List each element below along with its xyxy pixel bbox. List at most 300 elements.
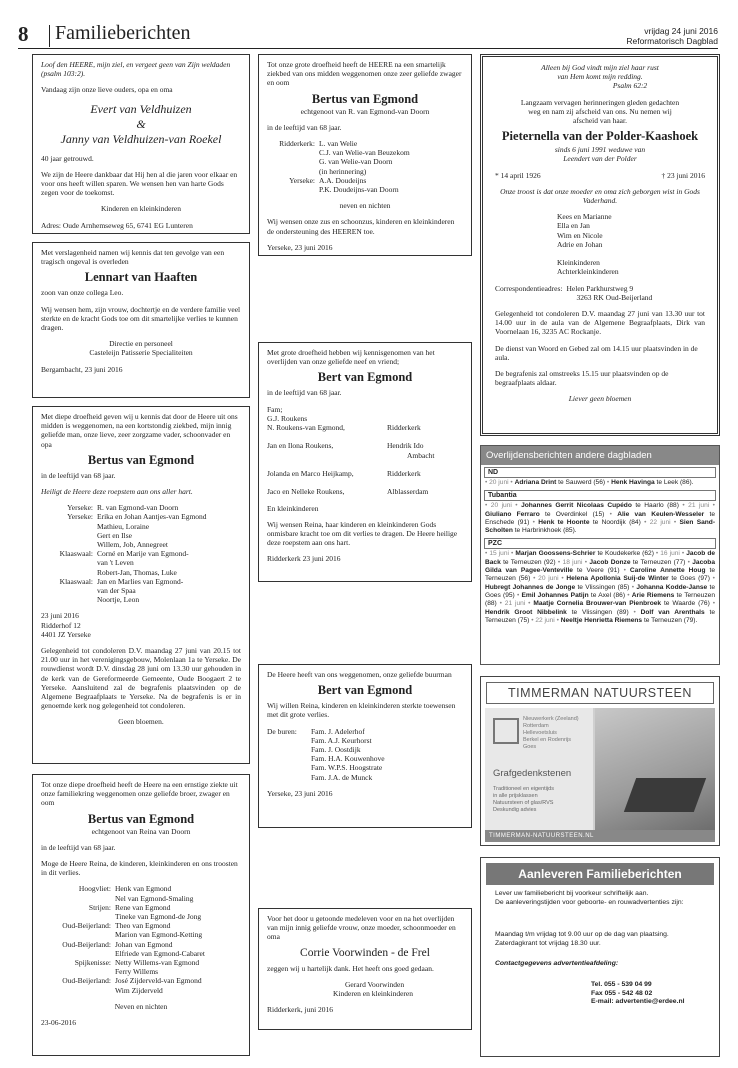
family-row <box>267 460 463 469</box>
family-names <box>267 478 387 487</box>
family-names: Johan van Egmond <box>115 939 173 949</box>
advertisement-timmerman[interactable] <box>480 676 720 846</box>
entry-date: 15 juni <box>489 550 509 558</box>
entry-name: Johannes Gerrit Nicolaas Cupédo <box>521 502 636 510</box>
entry-place: te Goes (97) <box>671 575 713 583</box>
family-place: Spijkenisse: <box>74 958 111 968</box>
header-date-block <box>626 26 718 46</box>
bullet-icon: • <box>712 575 715 583</box>
ad-locations <box>523 716 579 751</box>
deceased-name: Pieternella van der Polder-Kaashoek <box>501 129 699 144</box>
bullet-icon: • <box>644 518 650 526</box>
place-date: Bergambacht, 23 juni 2016 <box>41 364 123 374</box>
place-date: Yerseke, 23 juni 2016 <box>267 242 333 252</box>
notice-egmond-siblings <box>32 774 250 1056</box>
family-names: Fam. A.J. Keurhorst <box>311 735 372 745</box>
bullet-icon: • <box>531 616 536 624</box>
family-row <box>267 451 463 460</box>
header-rule <box>18 48 718 49</box>
family-label <box>267 745 311 754</box>
separator: • <box>511 502 522 510</box>
date: 23 juni 2016 <box>41 611 79 621</box>
separator: • <box>554 616 561 624</box>
family-place: Ridderkerk: <box>279 139 315 149</box>
bullet-icon: • <box>533 575 539 583</box>
contact-title: Contactgegevens advertentieafdeling: <box>495 960 619 968</box>
entry-place: te Terneuzen (92) <box>503 558 558 566</box>
family-names: Gert en Ilse <box>97 530 132 540</box>
entry-place: te Terneuzen (56) <box>485 567 716 583</box>
family-row <box>41 986 241 995</box>
family-place <box>267 157 319 166</box>
family-place <box>41 967 115 976</box>
entry-name: Jacoba Gilda van Pagee-Venteville <box>485 558 715 575</box>
family-list <box>41 884 241 994</box>
family-names: Jan en Marlies van Egmond- <box>97 576 184 586</box>
ad-features <box>493 786 554 814</box>
family-names: Willem, Job, Annegreet <box>97 540 168 550</box>
signature: neven en nichten <box>339 201 391 211</box>
family-names <box>267 460 387 469</box>
intro: Vandaag zijn onze lieve ouders, opa en oma <box>41 85 173 95</box>
separator: • <box>670 518 680 526</box>
separator: • <box>679 550 687 558</box>
deceased-name: Bertus van Egmond <box>87 452 195 467</box>
correspondence-label: Correspondentieadres: <box>495 283 563 293</box>
intro: Tot onze grote droefheid heeft de HEERE na een smartelijk ziekbed van ons midden weggenomen onze zeer geliefde zwager en oom <box>267 60 462 88</box>
ad-location: Goes <box>523 744 537 750</box>
postal: 4401 JZ Yerseke <box>41 629 91 639</box>
family-row <box>41 540 241 549</box>
verse-4: Onze troost is dat onze moeder en oma zich geborgen wist in Gods Vaderhand. <box>500 186 700 206</box>
family-names: Fam. J.A. de Munck <box>311 772 373 782</box>
bullet-icon: • <box>485 502 491 510</box>
bullet-icon: • <box>606 479 612 486</box>
family-names <box>267 432 387 441</box>
line-4: Zaterdagkrant tot vrijdag 18.30 uur. <box>495 939 601 947</box>
family-row <box>267 176 463 185</box>
family-place <box>387 432 463 441</box>
entry-name: Marjan Goossens-Schrier <box>515 550 598 558</box>
family-place <box>41 568 97 577</box>
family-row <box>41 586 241 595</box>
notice-haaften <box>32 242 250 398</box>
family-place: Yerseke: <box>67 512 93 522</box>
family-names: Jolanda en Marco Heijkamp, <box>267 469 354 478</box>
family-row <box>41 503 241 512</box>
subtitle: echtgenoot van Reina van Doorn <box>91 826 191 836</box>
entry-name: Caroline Annette Houg <box>629 567 710 575</box>
family-names: G.J. Roukens <box>267 413 308 423</box>
family-names: P.K. Doudeijns-van Doorn <box>319 185 399 195</box>
age: in de leeftijd van 68 jaar. <box>267 388 342 398</box>
family-names: van 't Leven <box>97 558 134 568</box>
deceased-name: Bertus van Egmond <box>311 91 419 106</box>
family-row <box>41 930 241 939</box>
paper-name: PZC <box>484 538 716 549</box>
submission-title: Aanleveren Familieberichten <box>486 863 714 885</box>
family-list <box>495 212 705 276</box>
entry-place: te Axel (86) <box>590 591 628 599</box>
family-row <box>41 967 241 976</box>
family-names: Ella en Jan <box>557 221 590 231</box>
age: in de leeftijd van 68 jaar. <box>267 122 342 132</box>
family-names: Elfriede van Egmond-Cabaret <box>115 948 205 958</box>
bullet-icon: • <box>633 608 641 616</box>
separator: • <box>525 600 534 608</box>
intro: Tot onze diepe droefheid heeft de Heere na een ernstige ziekte uit onze familiekring weggenomen onze geliefde broer, zwager en oom <box>41 780 238 808</box>
ad-title: TIMMERMAN NATUURSTEEN <box>486 682 714 704</box>
family-names: A.A. Doudeijns <box>319 175 367 185</box>
family-row <box>41 512 241 521</box>
entry-place: te Noordijk (84) <box>592 518 645 526</box>
entry-name: Helena Apollonia Suij-de Winter <box>566 575 672 583</box>
notice-egmond-cousins <box>258 342 472 582</box>
line-1: Lever uw familiebericht bij voorkeur schriftelijk aan. <box>495 890 649 897</box>
phone: Tel. 055 - 539 04 99 <box>591 980 652 988</box>
entry-place: te Vlissingen (85) <box>577 583 632 591</box>
family-row <box>267 157 463 166</box>
entry-date: 20 juni <box>490 502 512 510</box>
verse: Heiligt de Heere deze roepstem aan ons aller hart. <box>41 487 193 497</box>
ad-feature: Traditioneel en eigentijds <box>493 786 554 792</box>
other-papers-obituaries <box>480 445 720 665</box>
age: in de leeftijd van 68 jaar. <box>41 470 116 480</box>
entry-name: Alie van Keulen-Wesseler <box>617 510 710 518</box>
family-row <box>41 940 241 949</box>
family-row <box>267 754 463 763</box>
bullet-icon: • <box>687 558 693 566</box>
bullet-icon: • <box>485 479 490 486</box>
text: Wij wensen onze zus en schoonzus, kinderen en kleinkinderen de ondersteuning des HEEREN toe. <box>267 217 455 236</box>
entry-name: Henk Havinga <box>611 479 657 486</box>
entry-place: te Overdinkel (15) <box>545 510 610 518</box>
entry-date: 20 juni <box>538 575 559 583</box>
family-place <box>41 522 97 531</box>
family-list <box>267 139 463 194</box>
family-place <box>387 414 463 423</box>
place-date: Ridderkerk, juni 2016 <box>267 1005 334 1015</box>
family-place <box>41 949 115 958</box>
entry-place: te Terneuzen (88) <box>485 591 715 608</box>
ad-body <box>485 708 715 842</box>
entry-date: 22 juni <box>535 616 555 624</box>
anniversary: 40 jaar getrouwd. <box>41 153 94 163</box>
date: 23-06-2016 <box>41 1018 76 1028</box>
family-names: Fam. J. Oostdijk <box>311 745 361 755</box>
family-row <box>267 414 463 423</box>
entry-name: Hubregt Johannes de Jonge <box>485 583 578 591</box>
family-row <box>41 894 241 903</box>
intro: Voor het door u getoonde medeleven voor en na het overlijden van mijn innig geliefde vrouw, onze moeder, schoonmoeder en oma <box>267 914 456 942</box>
paper-entries <box>481 549 719 626</box>
ad-feature: Deskundig advies <box>493 807 537 813</box>
family-place: Klaaswaal: <box>59 549 93 559</box>
email[interactable]: E-mail: advertentie@erdee.nl <box>591 998 685 1006</box>
entry-place: te Veere (91) <box>577 567 624 575</box>
family-names: Jan en Ilona Roukens, <box>267 441 334 451</box>
ad-feature: in alle prijsklassen <box>493 793 538 799</box>
signature: Kinderen en kleinkinderen <box>101 204 181 214</box>
family-place <box>41 930 115 939</box>
grandchildren: En kleinkinderen <box>267 503 319 513</box>
family-label <box>267 754 311 763</box>
family-row <box>41 595 241 604</box>
separator: • <box>508 550 516 558</box>
signature: Neven en nichten <box>114 1001 168 1011</box>
fam-label: Fam; <box>267 404 283 414</box>
entry-place: te Waarde (76) <box>663 600 713 608</box>
obituaries-title: Overlijdensberichten andere dagbladen <box>481 446 719 465</box>
family-names: Theo van Egmond <box>115 921 171 931</box>
death-date: † 23 juni 2016 <box>661 170 705 180</box>
family-names: Jaco en Nelleke Roukens, <box>267 487 345 497</box>
verse-1: Alleen bij God vindt mijn ziel haar rust <box>541 63 659 72</box>
bullet-icon: • <box>655 550 661 558</box>
family-row <box>41 903 241 912</box>
deceased-name: Corrie Voorwinden - de Frel <box>300 946 430 959</box>
entry-name: Adriana Drint <box>514 479 559 486</box>
paper-entries <box>481 478 719 488</box>
family-row <box>41 912 241 921</box>
details-2: De dienst van Woord en Gebed zal om 14.15 uur plaatsvinden in de aula. <box>495 343 698 362</box>
logo-icon <box>493 718 519 744</box>
family-place <box>267 167 319 176</box>
family-row <box>267 773 463 782</box>
family-place: Hoogvliet: <box>78 884 111 894</box>
line-3: Maandag t/m vrijdag tot 9.00 uur op de dag van plaatsing. <box>495 931 669 939</box>
family-names: Nel van Egmond-Smaling <box>115 893 194 903</box>
ad-location: Hellevoetsluis <box>523 730 557 736</box>
bullet-icon: • <box>516 591 522 599</box>
text: Wij wensen Reina, haar kinderen en kleinkinderen Gods onmisbare kracht toe om dit verlies te dragen. De Heere heilige deze roepstem aan ons hart. <box>267 519 458 548</box>
name-2: Janny van Veldhuizen-van Roekel <box>60 131 222 146</box>
family-names: Erika en Johan Aantjes-van Egmond <box>97 512 207 522</box>
family-names: Achterkleinkinderen <box>557 267 619 277</box>
text: Wij willen Reina, kinderen en kleinkinderen sterkte toewensen met dit grote verlies. <box>267 701 456 720</box>
family-place <box>387 478 463 487</box>
issue-date: vrijdag 24 juni 2016 <box>644 26 718 36</box>
entry-name: Hendrik Groot Nibbelink <box>485 608 572 616</box>
family-names: Tineke van Egmond-de Jong <box>115 912 202 922</box>
deceased-name: Bertus van Egmond <box>87 811 195 826</box>
family-place <box>41 586 97 595</box>
family-row <box>267 441 463 450</box>
family-names: G. van Welie-van Doorn <box>319 157 393 167</box>
fax: Fax 055 - 542 48 02 <box>591 989 653 997</box>
family-row <box>41 577 241 586</box>
entry-name: Jacob Donze <box>589 558 633 566</box>
notice-voorwinden <box>258 908 472 1030</box>
family-row <box>267 148 463 157</box>
intro: Met diepe droefheid geven wij u kennis dat door de Heere uit ons midden is weggenomen, na een kortstondig ziekbed, mijn innig geliefde man, onze lieve, zeer zorgzame vader, schoonvader en opa <box>41 412 238 449</box>
signature-2: Casteleijn Patisserie Specialiteiten <box>89 348 193 358</box>
entry-place: te Koudekerke (62) <box>597 550 656 558</box>
entry-date: 18 juni <box>562 558 583 566</box>
family-row <box>267 432 463 441</box>
section-title: Familieberichten <box>55 22 191 44</box>
family-place <box>41 558 97 567</box>
flowers: Liever geen bloemen <box>568 394 632 404</box>
entry-place: te Terneuzen (79). <box>643 616 698 624</box>
ampersand: & <box>136 116 146 131</box>
text: zeggen wij u hartelijk dank. Het heeft ons goed gedaan. <box>267 963 434 973</box>
family-row <box>41 921 241 930</box>
entry-name: Johanna Kodde-Janse <box>636 583 710 591</box>
notice-egmond-family <box>32 406 250 764</box>
separator: • <box>558 575 567 583</box>
family-place: Klaaswaal: <box>59 576 93 586</box>
signature-2: Kinderen en kleinkinderen <box>333 989 413 999</box>
family-names: Netty Willems-van Egmond <box>115 958 200 968</box>
birth-date: * 14 april 1926 <box>495 170 541 180</box>
ad-subtitle: Grafgedenkstenen <box>493 768 572 779</box>
bullet-icon: • <box>609 510 618 518</box>
intro: De Heere heeft van ons weggenomen, onze geliefde buurman <box>267 670 452 679</box>
notice-egmond-neighbours <box>258 664 472 828</box>
signature-1: Directie en personeel <box>109 339 173 349</box>
notice-veldhuizen <box>32 54 250 234</box>
family-names: R. van Egmond-van Doorn <box>97 503 179 513</box>
entry-place: te Vlissingen (89) <box>571 608 634 616</box>
text: We zijn de Heere dankbaar dat Hij hen al die jaren voor elkaar en voor ons heeft willen sparen. We wensen hen van harte Gods zegen voor de toekomst. <box>41 169 238 198</box>
entry-date: 16 juni <box>660 550 680 558</box>
page-number: 8 <box>18 22 29 46</box>
separator: • <box>582 558 590 566</box>
family-names: Adrie en Johan <box>557 239 603 249</box>
entry-date: 20 juni <box>489 479 509 486</box>
family-row <box>267 139 463 148</box>
entry-name: Neeltje Henrietta Riemens <box>560 616 644 624</box>
family-list <box>267 414 463 497</box>
family-names: Kees en Marianne <box>557 212 612 222</box>
address: Adres: Oude Arnhemseweg 65, 6741 EG Lunteren <box>41 220 193 230</box>
place-date: Ridderkerk 23 juni 2016 <box>267 554 341 564</box>
family-label <box>267 773 311 782</box>
husband-name: Leendert van der Polder <box>563 154 637 164</box>
bullet-icon: • <box>631 583 637 591</box>
correspondence-city: 3263 RK Oud-Beijerland <box>576 292 653 302</box>
header-divider <box>49 25 50 47</box>
family-names: Wim Zijderveld <box>115 985 163 995</box>
notice-kaashoek <box>480 54 720 436</box>
separator: • <box>709 502 715 510</box>
family-place <box>267 185 319 194</box>
details-1: Gelegenheid tot condoleren D.V. maandag 27 juni van 13.30 uur tot 14.00 uur in de aula van de Algemene Begraafplaats, Dirk van Voornelaan 16, 3235 AC Rockanje. <box>495 309 705 337</box>
family-place: Strijen: <box>88 902 111 912</box>
family-place <box>41 531 97 540</box>
family-row <box>267 185 463 194</box>
family-row <box>267 487 463 496</box>
family-place: Alblasserdam <box>387 487 429 497</box>
entry-place: te Haarlo (88) <box>635 502 683 510</box>
entry-name: Dolf van Arenthals <box>640 608 710 616</box>
family-names: Mathieu, Loraine <box>97 521 150 531</box>
family-row <box>267 167 463 176</box>
ad-feature: Natuursteen of glas/RVS <box>493 800 554 806</box>
entry-place: te Terneuzen (75) <box>485 608 716 624</box>
separator: • <box>508 479 515 486</box>
family-place: Hendrik Ido <box>387 441 424 451</box>
family-place: Oud-Beijerland: <box>62 921 111 931</box>
family-row <box>267 478 463 487</box>
intro: Met grote droefheid hebben wij kennisgenomen van het overlijden van onze geliefde neef en vriend; <box>267 348 435 367</box>
family-label: De buren: <box>267 726 297 736</box>
line-2: De aanleveringstijden voor geboorte- en rouwadvertenties zijn: <box>495 898 684 906</box>
family-names: C.J. van Welie-van Beuzekom <box>319 148 410 158</box>
ad-text-panel <box>485 708 593 830</box>
family-row <box>41 976 241 985</box>
family-names: Rene van Egmond <box>115 902 171 912</box>
entry-name: Sien Sand-Scholten <box>485 518 716 535</box>
bullet-icon: • <box>682 502 689 510</box>
family-names: Fam. J. Adelerhof <box>311 726 365 736</box>
entry-place: te Terneuzen (77) <box>632 558 688 566</box>
bullet-icon: • <box>623 567 630 575</box>
intro: Langzaam vervagen herinneringen gleden gedachten weg en nam zij afscheid van ons. Nu nemen wij afscheid van haar. <box>520 97 680 126</box>
family-place: Yerseke: <box>289 175 315 185</box>
family-place <box>41 595 97 604</box>
family-row <box>267 423 463 432</box>
family-row <box>41 531 241 540</box>
family-place: Ridderkerk <box>387 423 421 433</box>
signature-1: Gerard Voorwinden <box>345 979 405 989</box>
gravestone-shape <box>624 778 706 812</box>
paper-name: Tubantia <box>484 490 716 501</box>
family-place <box>41 912 115 921</box>
family-row <box>267 763 463 772</box>
bullet-icon: • <box>485 550 490 558</box>
entry-place: te Harbrinkhoek (85). <box>514 527 577 535</box>
family-row <box>41 958 241 967</box>
entry-name: Jacob de Back <box>485 550 716 566</box>
family-names: van der Spaa <box>97 586 136 596</box>
family-row <box>267 745 463 754</box>
family-place: Yerseke: <box>67 503 93 513</box>
family-row <box>41 949 241 958</box>
family-names: Corné en Marije van Egmond- <box>97 549 189 559</box>
family-names: Robert-Jan, Thomas, Luke <box>97 567 177 577</box>
family-row <box>41 522 241 531</box>
entry-place: te Leek (86). <box>656 479 694 486</box>
subtitle: zoon van onze collega Leo. <box>41 288 124 298</box>
family-row <box>267 469 463 478</box>
entry-name: Giuliano Ferraro <box>485 510 546 518</box>
entry-date: 21 juni <box>688 502 710 510</box>
entry-name: Henk te Hoonte <box>538 518 593 526</box>
bullet-icon: • <box>627 591 632 599</box>
paper-name: ND <box>484 467 716 478</box>
entry-name: Emil Johannes Patijn <box>521 591 591 599</box>
ad-url[interactable]: TIMMERMAN-NATUURSTEEN.NL <box>485 830 715 842</box>
entry-place: te Sauwerd (56) <box>558 479 607 486</box>
verse-2: van Hem komt mijn redding. <box>557 72 643 82</box>
bullet-icon: • <box>499 600 505 608</box>
text: Moge de Heere Reina, de kinderen, kleinkinderen en ons troosten in dit verlies. <box>41 859 238 878</box>
family-place <box>267 148 319 157</box>
details: Gelegenheid tot condoleren D.V. maandag 27 juni van 20.15 tot 21.00 uur in het verenigingsgebouw, Molenlaan 1a te Yerseke. De rouwdienst wordt D.V. dinsdag 28 juni om 13.30 uur gehouden in de kerk van de Gereformeerde Gemeente, Oude Boogaert 2 te Yerseke. Aansluitend zal de begrafenis plaatsvinden op de Algemene Begraafplaats te Yerseke. Na de begrafenis is er in genoemde kerk nog gelegenheid tot condoleren. <box>41 646 241 711</box>
deceased-name: Bert van Egmond <box>317 683 413 698</box>
family-names: Marion van Egmond-Ketting <box>115 930 203 940</box>
verse-ref: Psalm 62:2 <box>612 81 648 91</box>
place-date: Yerseke, 23 juni 2016 <box>267 788 333 798</box>
family-names: Kleinkinderen <box>557 258 600 268</box>
paper-entries <box>481 501 719 536</box>
family-names: (in herinnering) <box>319 166 367 176</box>
family-place <box>387 460 463 469</box>
family-place: Oud-Beijerland: <box>62 976 111 986</box>
entry-date: 22 juni <box>649 518 671 526</box>
